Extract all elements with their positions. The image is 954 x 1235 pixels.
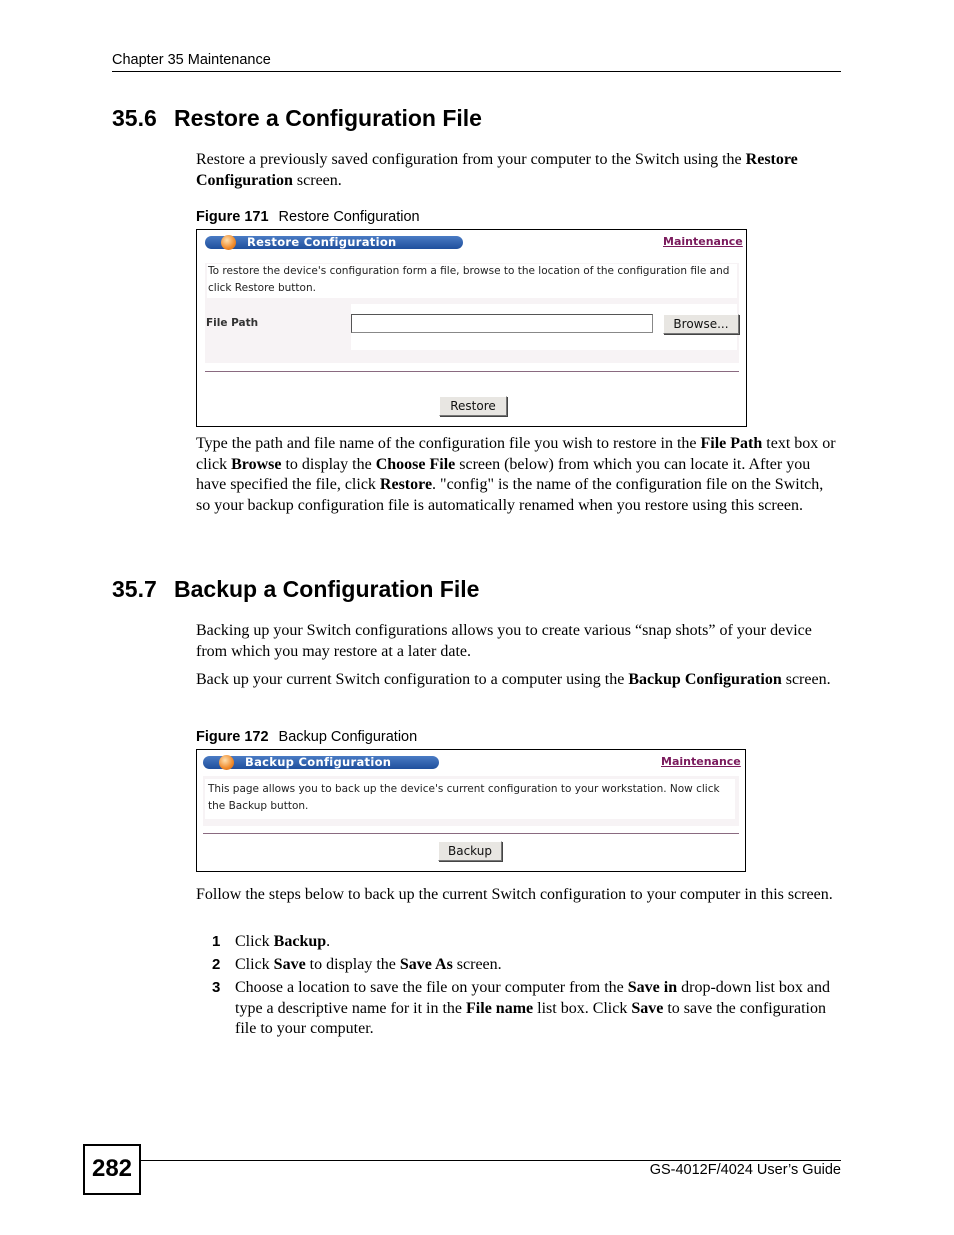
figure-title: Restore Configuration	[278, 209, 420, 225]
header-rule	[112, 71, 841, 72]
backup-configuration-screenshot	[196, 749, 746, 872]
file-path-input[interactable]	[351, 314, 653, 333]
section-title: Restore a Configuration File	[174, 105, 482, 131]
bold-term: Backup Configuration	[628, 671, 782, 688]
backup-title-bar	[203, 756, 439, 769]
restore-description: To restore the device's configuration form a file, browse to the location of the configuration file and click Restore button.	[208, 265, 730, 294]
bold-term: File name	[466, 999, 534, 1017]
browse-button[interactable]: Browse...	[663, 314, 739, 334]
restore-instructions-paragraph: Type the path and file name of the configuration file you wish to restore in the File Path text box or click Browse to display the Choose File screen (below) from which you can locate it. After you have specified the file, click Restore. "config" is the name of the configuration file on the Switch, so your backup configuration file is automatically renamed when you restore using this screen.	[196, 435, 836, 514]
bold-term: Restore	[379, 476, 433, 493]
figure-number: Figure 171	[196, 209, 269, 225]
restore-panel	[205, 263, 739, 363]
restore-configuration-screenshot	[196, 229, 747, 427]
restore-intro-paragraph: Restore a previously saved configuration from your computer to the Switch using the Restore Configuration screen.	[196, 151, 798, 189]
figure-171-caption	[196, 209, 420, 225]
section-number: 35.7	[112, 576, 157, 602]
backup-description: This page allows you to back up the device's current configuration to your workstation. Now click the Backup button.	[208, 783, 720, 812]
figure-title: Backup Configuration	[278, 729, 418, 745]
page-number: 282	[83, 1144, 141, 1195]
restore-button[interactable]: Restore	[439, 396, 507, 416]
bold-term: Save	[631, 999, 664, 1017]
restore-screen-title: Restore Configuration	[247, 235, 397, 249]
footer-rule	[141, 1160, 841, 1161]
bold-term: Restore Configuration	[196, 151, 798, 189]
bold-term: Browse	[231, 455, 282, 473]
guide-title: GS-4012F/4024 User’s Guide	[649, 1162, 841, 1178]
bold-term: Save	[273, 956, 306, 973]
bold-term: Save in	[627, 979, 678, 996]
step-item: 3 Choose a location to save the file on your computer from the Save in drop-down list box and type a descriptive name for it in the File name list box. Click Save to save the configuration file to your computer.	[212, 979, 830, 1037]
bold-term: Backup	[273, 933, 327, 950]
backup-panel	[203, 776, 739, 826]
restore-title-bar	[205, 236, 463, 249]
maintenance-link[interactable]: Maintenance	[661, 755, 741, 768]
step-number: 1	[212, 933, 221, 950]
section-title: Backup a Configuration File	[174, 576, 480, 602]
backup-screen-title: Backup Configuration	[245, 755, 392, 769]
backup-button[interactable]: Backup	[438, 841, 502, 861]
bold-term: Save As	[399, 956, 453, 973]
bold-term: Choose File	[375, 455, 456, 473]
figure-172-caption	[196, 729, 417, 745]
maintenance-link[interactable]: Maintenance	[663, 235, 743, 248]
backup-usage-paragraph: Back up your current Switch configuration to a computer using the Backup Configuration screen.	[196, 671, 831, 688]
section-number: 35.6	[112, 105, 157, 131]
bold-term: File Path	[700, 435, 763, 452]
file-path-label: File Path	[206, 317, 259, 329]
backup-steps-intro: Follow the steps below to back up the current Switch configuration to your computer in this screen.	[196, 886, 833, 903]
step-number: 2	[212, 956, 221, 973]
figure-number: Figure 172	[196, 729, 269, 745]
orb-icon	[221, 235, 236, 250]
restore-divider	[205, 371, 739, 372]
orb-icon	[219, 755, 234, 770]
section-heading-backup	[112, 576, 479, 603]
section-heading-restore	[112, 105, 482, 132]
step-item: 1 Click Backup.	[196, 932, 841, 953]
backup-steps-list	[196, 932, 841, 1042]
backup-divider	[203, 833, 739, 834]
backup-intro-paragraph: Backing up your Switch configurations allows you to create various “snap shots” of your device from which you may restore at a later date.	[196, 622, 812, 660]
step-item: 2 Click Save to display the Save As screen.	[196, 955, 841, 976]
running-header: Chapter 35 Maintenance	[112, 52, 271, 68]
step-number: 3	[212, 979, 221, 996]
